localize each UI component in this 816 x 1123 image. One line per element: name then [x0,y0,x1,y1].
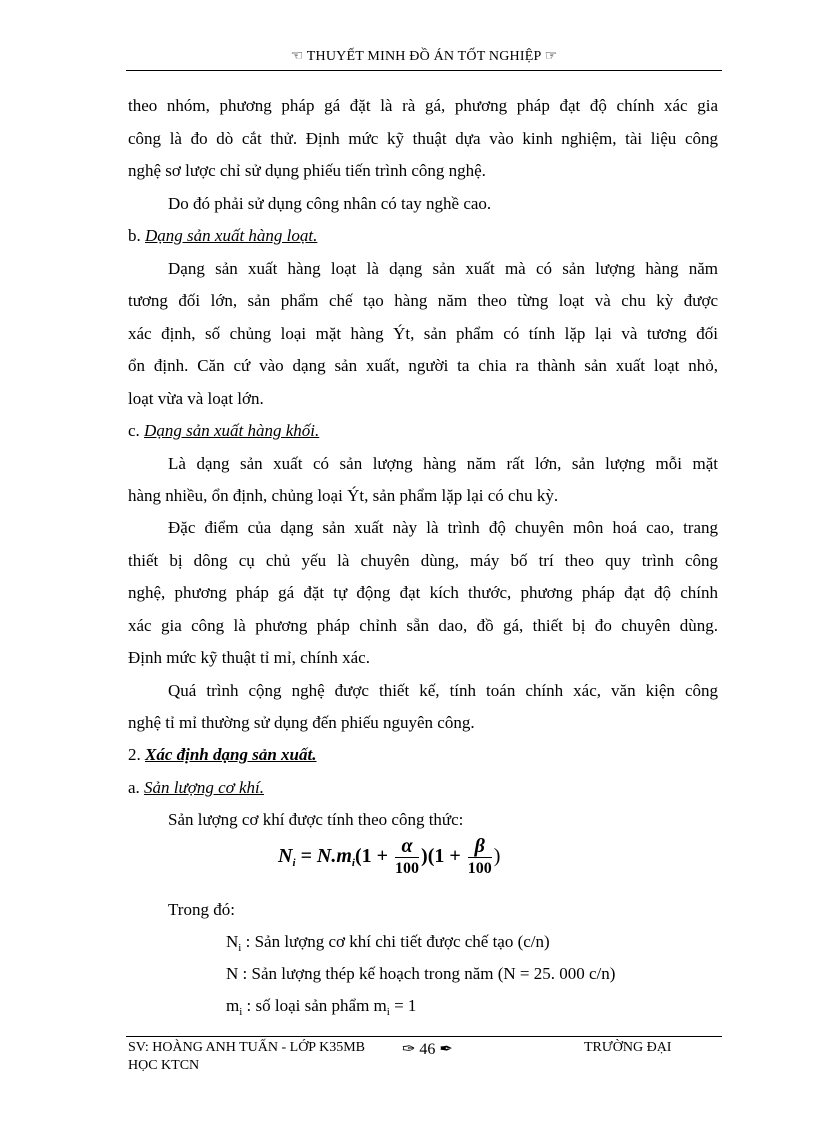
paragraph-line: Dạng sản xuất hàng loạt là dạng sản xuất mà có sản lượng hàng năm [168,259,718,278]
paragraph-line: thiết bị dông cụ chủ yếu là chuyên dùng, máy bố trí theo quy trình công [128,551,718,570]
paragraph-line: công là đo dò cắt thử. Định mức kỹ thuật dựa vào kinh nghiệm, tài liệu công [128,129,718,148]
paragraph-line: hàng nhiều, ổn định, chủng loại Ýt, sản phẩm lặp lại có chu kỳ. [128,486,559,505]
subsection-b-heading: b. Dạng sản xuất hàng loạt. [128,226,318,245]
ornament-left-icon: ✑ [402,1041,416,1058]
definition-mi: $m_i$ : số loại sản phẩm $m_i = 1$ [226,996,417,1018]
paragraph-line: Định mức kỹ thuật tỉ mỉ, chính xác. [128,648,370,667]
paragraph-line: Là dạng sản xuất có sản lượng hàng năm rất lớn, sản lượng mỗi mặt [168,454,718,473]
section-2-title: Xác định dạng sản xuất. [145,745,317,764]
paragraph-line: Do đó phải sử dụng công nhân có tay nghề cao. [168,194,492,213]
paragraph-line: Sản lượng cơ khí được tính theo công thức: [168,810,464,829]
subsection-b-title: Dạng sản xuất hàng loạt. [145,226,318,245]
paragraph-line: Trong đó: [168,900,235,919]
footer-student: SV: HOÀNG ANH TUẤN - LỚP K35MB [128,1040,365,1055]
page-number: 46 [419,1041,436,1058]
ornament-right-icon: ✒ [439,1041,453,1058]
page-number-group [402,1039,453,1059]
header-title: THUYẾT MINH ĐỒ ÁN TỐT NGHIỆP [306,49,541,64]
production-formula: $N_i = N.m_i(1$ + $\frac{\alpha}{100}$ )(1 + $\frac{\beta}{100}$ ) [278,835,500,887]
paragraph-line: tương đối lớn, sản phẩm chế tạo hàng năm theo từng loạt và chu kỳ được [128,291,718,310]
paragraph-line: nghệ, phương pháp gá đặt tự động đạt kích thước, phương pháp đạt độ chính [128,583,718,602]
paragraph-line: Đặc điểm của dạng sản xuất này là trình độ chuyên môn hoá cao, trang [168,518,718,537]
subsection-c-heading: c. Dạng sản xuất hàng khối. [128,421,320,440]
subsection-c-title: Dạng sản xuất hàng khối. [144,421,320,440]
footer-divider [126,1036,722,1037]
section-2-heading: 2. Xác định dạng sản xuất. [128,745,317,764]
beta-fraction: $\frac{\beta}{100}$ [467,835,492,877]
paragraph-line: ổn định. Căn cứ vào dạng sản xuất, người ta chia ra thành sản xuất loạt nhỏ, [128,356,718,375]
paragraph-line: xác gia công là phương pháp chỉnh sẵn dao, đồ gá, thiết bị đo chuyên dùng. [128,616,718,635]
footer-school-cont: HỌC KTCN [128,1058,200,1073]
hand-right-icon: ☞ [544,49,558,64]
page-header [126,48,722,65]
header-divider [126,70,722,71]
subsection-a-title: Sản lượng cơ khí. [144,778,265,797]
paragraph-line: nghệ sơ lược chỉ sử dụng phiếu tiến trình công nghệ. [128,161,486,180]
paragraph-line: theo nhóm, phương pháp gá đặt là rà gá, phương pháp đạt độ chính xác gia [128,96,718,115]
definition-ni: $N_i$ : Sản lượng cơ khí chi tiết được chế tạo (c/n) [226,932,550,954]
subsection-a-heading: a. Sản lượng cơ khí. [128,778,265,797]
alpha-fraction: $\frac{\alpha}{100}$ [395,835,420,877]
paragraph-line: loạt vừa và loạt lớn. [128,389,264,408]
paragraph-line: Quá trình cộng nghệ được thiết kế, tính toán chính xác, văn kiện công [168,681,718,700]
definition-n: N : Sản lượng thép kế hoạch trong năm (N = 25. 000 c/n) [226,964,616,983]
paragraph-line: nghệ tỉ mỉ thường sử dụng đến phiếu nguyên công. [128,713,475,732]
paragraph-line: xác định, số chủng loại mặt hàng Ýt, sản phẩm có tính lặp lại và tương đối [128,324,718,343]
hand-left-icon: ☜ [290,49,304,64]
footer-school: TRƯỜNG ĐẠI [584,1040,672,1055]
